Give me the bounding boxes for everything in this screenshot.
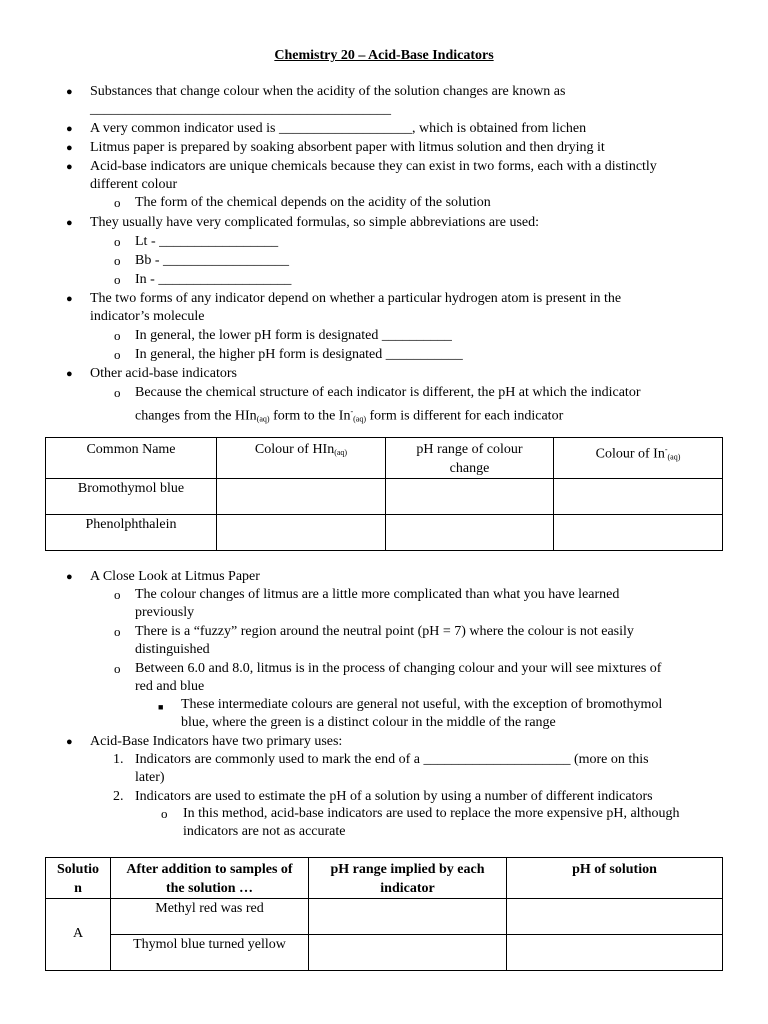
sub-bullet-text: There is a “fuzzy” region around the neutral point (pH = 7) where the colour is not easily xyxy=(135,624,634,639)
table-cell[interactable] xyxy=(217,515,386,551)
table-cell: Thymol blue turned yellow xyxy=(111,935,309,971)
table-cell[interactable] xyxy=(386,479,554,515)
bullet-text: Litmus paper is prepared by soaking absorbent paper with litmus solution and then drying it xyxy=(90,140,605,155)
table-row xyxy=(46,899,723,935)
table-cell: Phenolphthalein xyxy=(46,515,217,551)
fill-in-blank: ___________________________________________ xyxy=(90,102,391,117)
bullet-marker: ● xyxy=(66,368,73,380)
numbered-item-text: later) xyxy=(135,770,165,785)
bullet-marker: ● xyxy=(66,86,73,98)
solution-ph-table xyxy=(45,857,723,971)
table-header: pH of solution xyxy=(507,858,723,899)
table-cell: Methyl red was red xyxy=(111,899,309,935)
table-cell[interactable] xyxy=(554,515,723,551)
bullet-marker: ● xyxy=(66,123,73,135)
sub-sub-bullet-text: These intermediate colours are general not useful, with the exception of bromothymol xyxy=(181,697,663,712)
table-header: After addition to samples of the solution … xyxy=(111,858,309,899)
sub-bullet-marker: o xyxy=(114,587,121,602)
sub-bullet-text: red and blue xyxy=(135,679,205,694)
table-cell: Bromothymol blue xyxy=(46,479,217,515)
list-number: 1. xyxy=(113,752,124,767)
sub-bullet-text: The form of the chemical depends on the acidity of the solution xyxy=(135,195,491,210)
sub-bullet-text: Lt - _________________ xyxy=(135,234,279,249)
sub-bullet-marker: o xyxy=(114,272,121,287)
page-title: Chemistry 20 – Acid-Base Indicators xyxy=(274,48,494,63)
sub-bullet-text: In general, the higher pH form is designated ___________ xyxy=(135,347,463,362)
bullet-marker: ● xyxy=(66,217,73,229)
indicator-table xyxy=(45,437,723,551)
bullet-text: Other acid-base indicators xyxy=(90,366,237,381)
sub-bullet-marker: o xyxy=(161,806,168,821)
table-cell: A xyxy=(46,899,111,971)
sub-bullet-marker: o xyxy=(114,385,121,400)
table-header: Colour of HIn$_{(aq)}$ xyxy=(217,438,386,479)
sub-sub-bullet-text: blue, where the green is a distinct colour in the middle of the range xyxy=(181,715,556,730)
sub-bullet-marker: o xyxy=(114,624,121,639)
numbered-item-text: Indicators are used to estimate the pH of a solution by using a number of different indicators xyxy=(135,789,653,804)
bullet-marker: ● xyxy=(66,161,73,173)
sub-bullet-marker: o xyxy=(114,195,121,210)
sub-bullet-marker: o xyxy=(114,328,121,343)
table-row xyxy=(46,935,723,971)
sub-bullet-marker: o xyxy=(114,661,121,676)
sub-bullet-text: indicators are not as accurate xyxy=(183,824,346,839)
sub-bullet-text: In general, the lower pH form is designated __________ xyxy=(135,328,452,343)
bullet-text: Acid-base indicators are unique chemicals because they can exist in two forms, each with a distinctly xyxy=(90,159,657,174)
table-row xyxy=(46,479,723,515)
bullet-text: A very common indicator used is ___________________, which is obtained from lichen xyxy=(90,121,587,136)
table-header: pH range implied by each indicator xyxy=(309,858,507,899)
sub-bullet-text: Because the chemical structure of each indicator is different, the pH at which the indicator xyxy=(135,385,641,400)
table-header: Colour of $In^-_{(aq)}$ xyxy=(554,438,723,479)
bullet-text: A Close Look at Litmus Paper xyxy=(90,569,260,584)
sub-bullet-text: In - ___________________ xyxy=(135,272,292,287)
table-header: Common Name xyxy=(46,438,217,479)
bullet-marker: ● xyxy=(66,736,73,748)
bullet-text: Acid-Base Indicators have two primary uses: xyxy=(90,734,343,749)
sub-bullet-text: Between 6.0 and 8.0, litmus is in the process of changing colour and your will see mixtures of xyxy=(135,661,662,676)
sub-bullet-marker: o xyxy=(114,347,121,362)
table-header: pH range of colour change xyxy=(386,438,554,479)
sub-sub-bullet-marker: ■ xyxy=(158,702,164,712)
table-cell[interactable] xyxy=(309,935,507,971)
table-cell[interactable] xyxy=(554,479,723,515)
bullet-marker: ● xyxy=(66,142,73,154)
table-cell[interactable] xyxy=(507,899,723,935)
table-cell[interactable] xyxy=(309,899,507,935)
sub-bullet-marker: o xyxy=(114,253,121,268)
sub-bullet-text: Bb - __________________ xyxy=(135,253,289,268)
bullet-marker: ● xyxy=(66,293,73,305)
sub-bullet-text: previously xyxy=(135,605,195,620)
bullet-text: indicator’s molecule xyxy=(90,309,205,324)
table-cell[interactable] xyxy=(386,515,554,551)
sub-bullet-text: In this method, acid-base indicators are used to replace the more expensive pH, although xyxy=(183,806,680,821)
sub-bullet-marker: o xyxy=(114,234,121,249)
bullet-text: They usually have very complicated formulas, so simple abbreviations are used: xyxy=(90,215,540,230)
table-row xyxy=(46,515,723,551)
sub-bullet-text: The colour changes of litmus are a little more complicated than what you have learned xyxy=(135,587,620,602)
bullet-text: different colour xyxy=(90,177,178,192)
sub-bullet-text: changes from the HIn$_{(aq)}$ form to the $In^-_{(aq)}$ form is different for each indicator xyxy=(135,407,564,424)
table-cell[interactable] xyxy=(507,935,723,971)
table-header: Solutio n xyxy=(46,858,111,899)
bullet-text: Substances that change colour when the acidity of the solution changes are known as xyxy=(90,84,566,99)
numbered-item-text: Indicators are commonly used to mark the end of a _____________________ (more on this xyxy=(135,752,649,767)
table-cell[interactable] xyxy=(217,479,386,515)
list-number: 2. xyxy=(113,789,124,804)
bullet-marker: ● xyxy=(66,571,73,583)
bullet-text: The two forms of any indicator depend on whether a particular hydrogen atom is present in the xyxy=(90,291,622,306)
sub-bullet-text: distinguished xyxy=(135,642,210,657)
